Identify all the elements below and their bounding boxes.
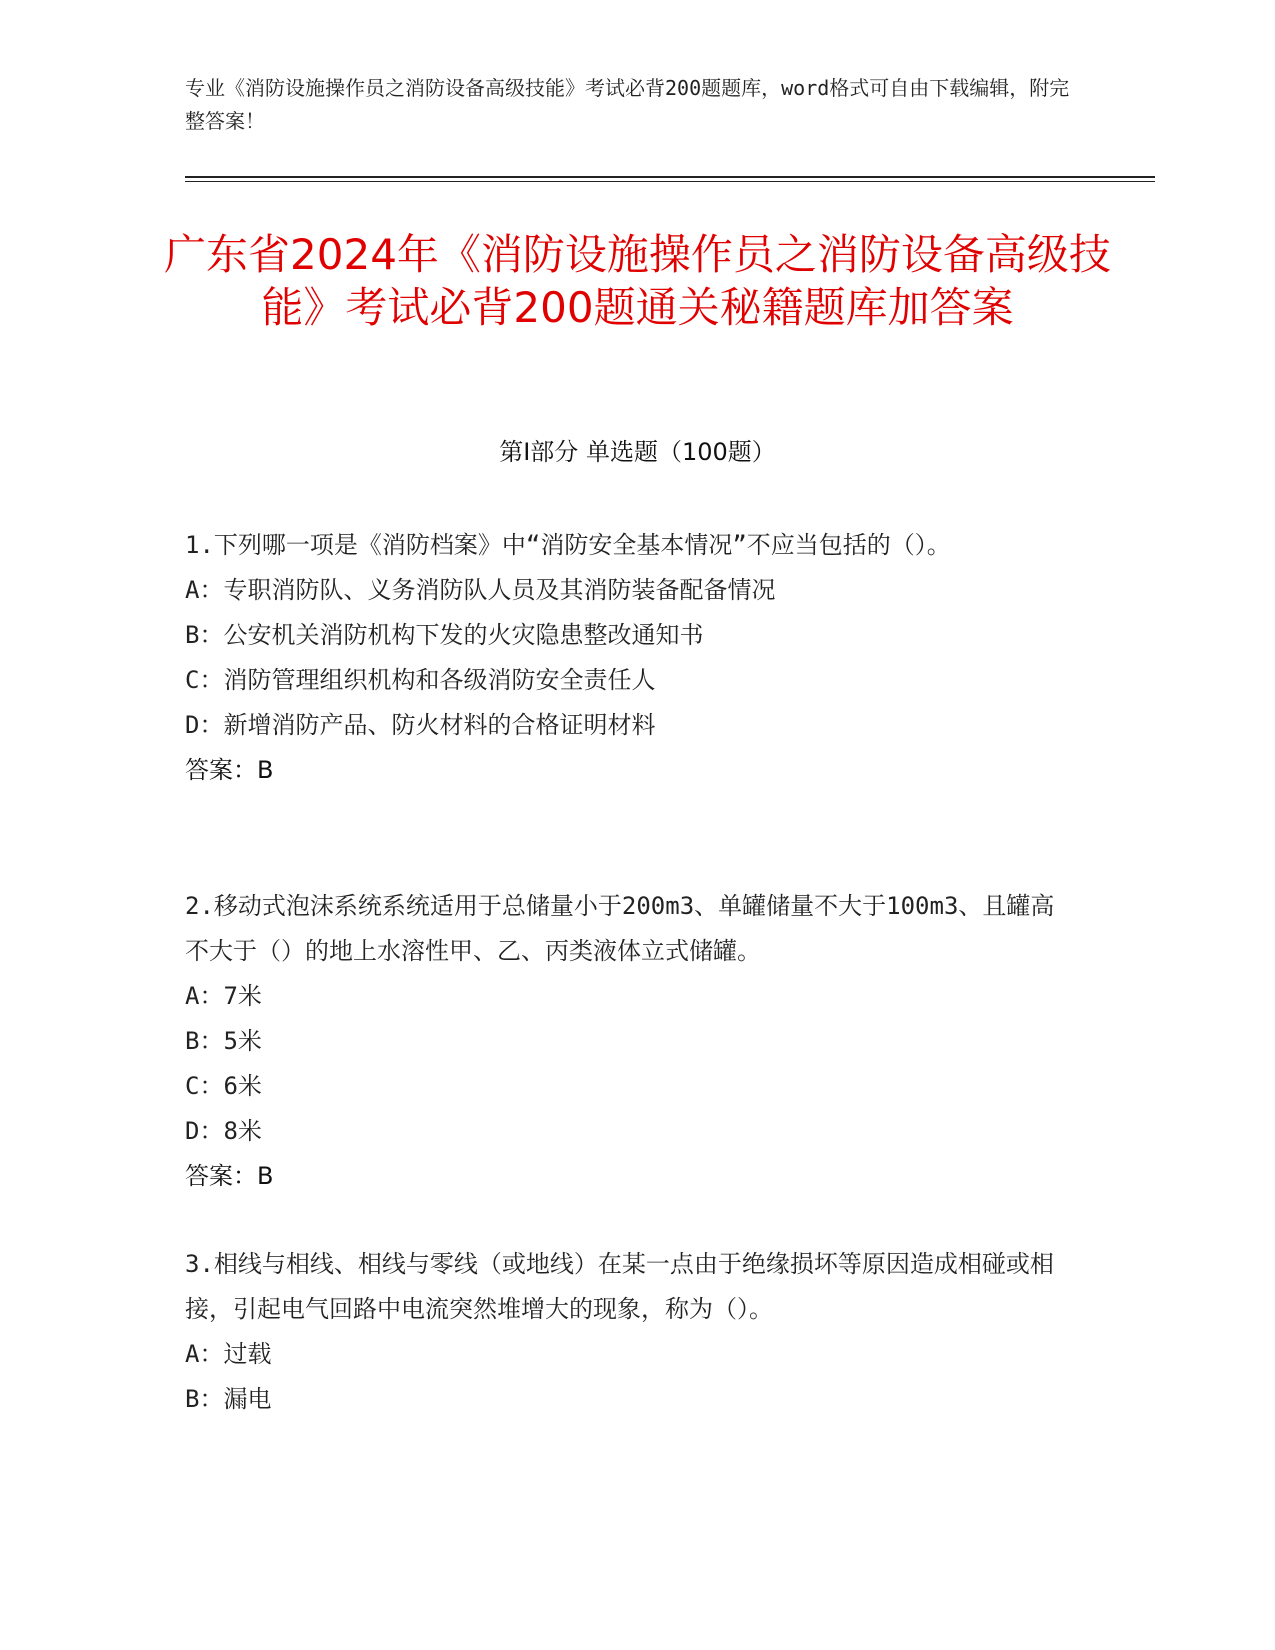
- section-heading: 第I部分 单选题（100题）: [499, 438, 776, 466]
- option-d: D：8米: [185, 1117, 262, 1145]
- question-stem: 3.相线与相线、相线与零线（或地线）在某一点由于绝缘损坏等原因造成相碰或相接，引起电气回路中电流突然堆增大的现象，称为（）。: [185, 1250, 1054, 1323]
- option-b: B：漏电: [185, 1385, 272, 1413]
- question-stem: 2.移动式泡沫系统系统适用于总储量小于200m3、单罐储量不大于100m3、且罐高不大于（）的地上水溶性甲、乙、丙类液体立式储罐。: [185, 892, 1055, 965]
- header-rule-thick: [185, 176, 1155, 178]
- option-c: C：6米: [185, 1072, 262, 1100]
- option-a: A：过载: [185, 1340, 272, 1368]
- answer-line: 答案：B: [185, 1162, 274, 1190]
- option-b: B：公安机关消防机构下发的火灾隐患整改通知书: [185, 621, 704, 649]
- question-2: [185, 884, 1055, 1199]
- answer-line: 答案：B: [185, 756, 274, 784]
- option-a: A：7米: [185, 982, 262, 1010]
- option-b: B：5米: [185, 1027, 262, 1055]
- question-stem: 1.下列哪一项是《消防档案》中“消防安全基本情况”不应当包括的（）。: [185, 531, 951, 559]
- header-rule-thin: [185, 181, 1155, 182]
- question-1: [185, 523, 1055, 793]
- question-3: [185, 1242, 1055, 1422]
- header-note: 专业《消防设施操作员之消防设备高级技能》考试必背200题题库，word格式可自由下载编辑，附完整答案！: [185, 76, 1070, 133]
- option-c: C：消防管理组织机构和各级消防安全责任人: [185, 666, 656, 694]
- document-title: 广东省2024年《消防设施操作员之消防设备高级技能》考试必背200题通关秘籍题库加答案: [164, 230, 1111, 332]
- option-a: A：专职消防队、义务消防队人员及其消防装备配备情况: [185, 576, 776, 604]
- option-d: D：新增消防产品、防火材料的合格证明材料: [185, 711, 656, 739]
